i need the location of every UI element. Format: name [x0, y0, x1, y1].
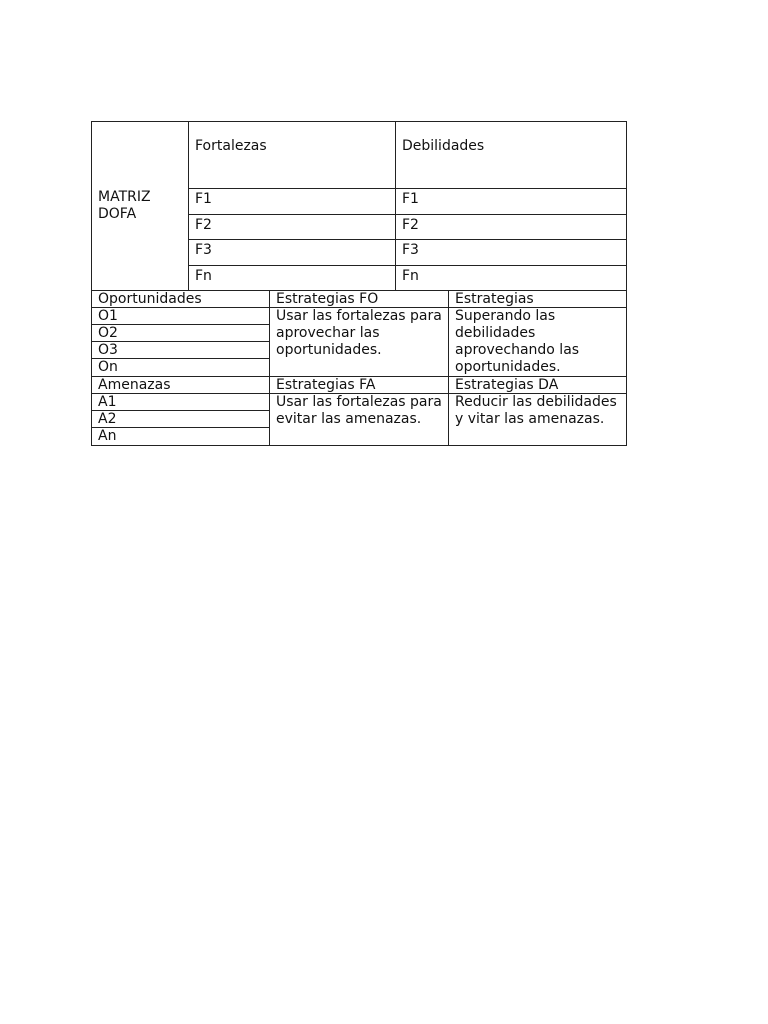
fa-strategy-text: Usar las fortalezas para evitar las amenazas.	[269, 393, 449, 446]
da-strategy-text: Reducir las debilidades y vitar las amenazas.	[448, 393, 627, 446]
fortalezas-item: Fn	[188, 265, 396, 291]
fa-header: Estrategias FA	[269, 376, 449, 394]
debilidades-item: F2	[395, 214, 627, 240]
amenazas-item: A1	[91, 393, 270, 411]
do-header: Estrategias	[448, 290, 627, 308]
matrix-title-cell	[91, 121, 189, 291]
da-header: Estrategias DA	[448, 376, 627, 394]
debilidades-item: F3	[395, 239, 627, 266]
fortalezas-item: F2	[188, 214, 396, 240]
fortalezas-header: Fortalezas	[188, 121, 396, 189]
fortalezas-item: F1	[188, 188, 396, 215]
oportunidades-header: Oportunidades	[91, 290, 270, 308]
fo-header: Estrategias FO	[269, 290, 449, 308]
oportunidades-item: O2	[91, 324, 270, 342]
debilidades-item: Fn	[395, 265, 627, 291]
do-strategy-text: Superando las debilidades aprovechando las oportunidades.	[448, 307, 627, 377]
oportunidades-item: O3	[91, 341, 270, 359]
fo-strategy-text: Usar las fortalezas para aprovechar las oportunidades.	[269, 307, 449, 377]
debilidades-header: Debilidades	[395, 121, 627, 189]
amenazas-item: An	[91, 427, 270, 446]
oportunidades-item: On	[91, 358, 270, 377]
amenazas-item: A2	[91, 410, 270, 428]
amenazas-header: Amenazas	[91, 376, 270, 394]
fortalezas-item: F3	[188, 239, 396, 266]
matrix-title: MATRIZ DOFA	[98, 189, 151, 222]
debilidades-item: F1	[395, 188, 627, 215]
oportunidades-item: O1	[91, 307, 270, 325]
